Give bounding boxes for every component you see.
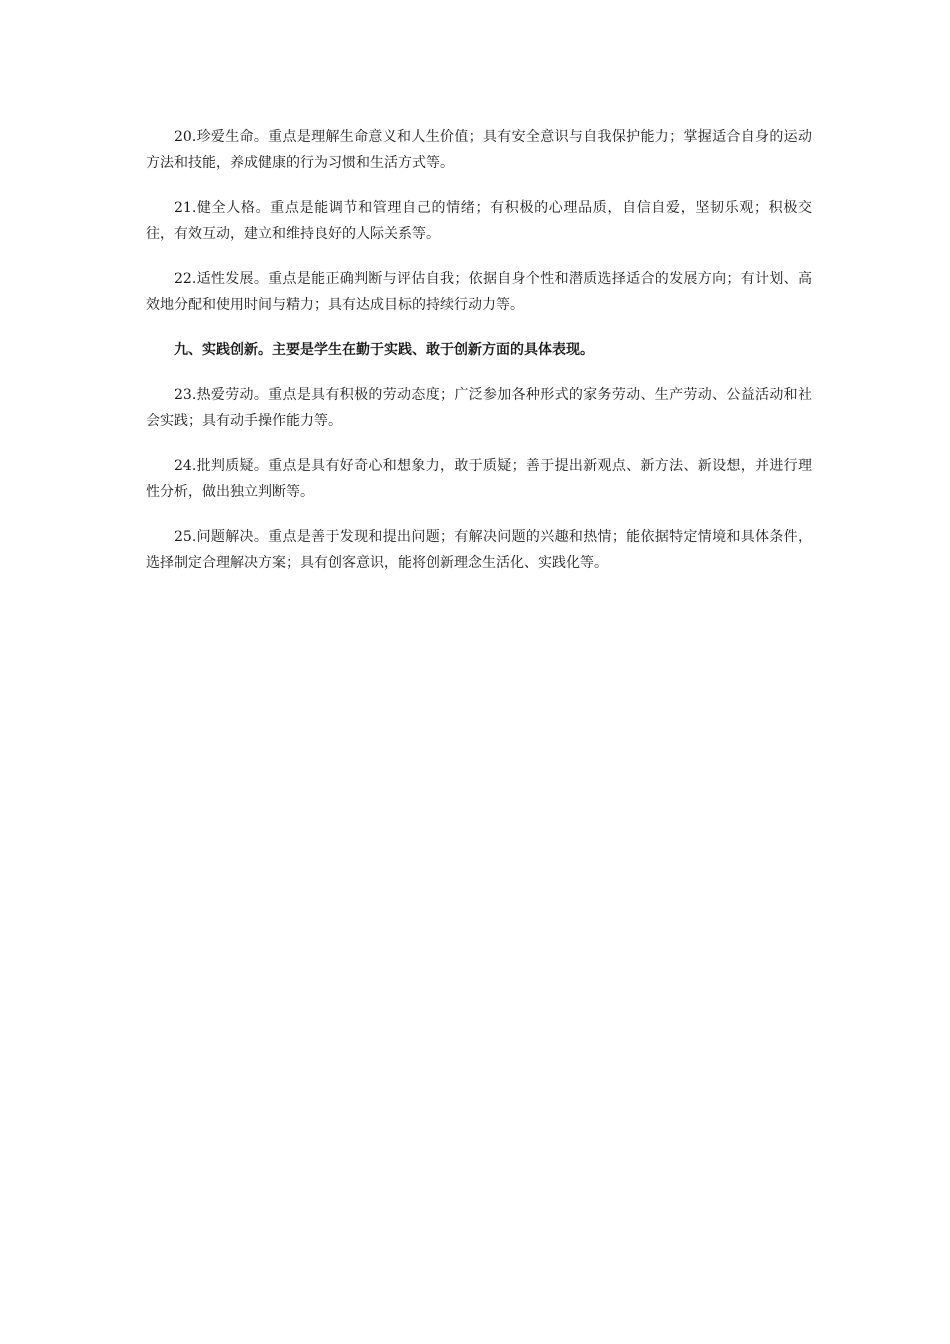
paragraph-24: 24.批判质疑。重点是具有好奇心和想象力，敢于质疑；善于提出新观点、新方法、新设想，并进行理性分析，做出独立判断等。 [146,458,812,500]
paragraph-20: 20.珍爱生命。重点是理解生命意义和人生价值；具有安全意识与自我保护能力；掌握适合自身的运动方法和技能，养成健康的行为习惯和生活方式等。 [146,129,812,171]
paragraph-21: 21.健全人格。重点是能调节和管理自己的情绪；有积极的心理品质，自信自爱，坚韧乐观；积极交往，有效互动，建立和维持良好的人际关系等。 [146,200,812,242]
paragraph-22: 22.适性发展。重点是能正确判断与评估自我；依据自身个性和潜质选择适合的发展方向；有计划、高效地分配和使用时间与精力；具有达成目标的持续行动力等。 [146,271,812,313]
section-heading: 九、实践创新。主要是学生在勤于实践、敢于创新方面的具体表现。 [174,342,594,358]
document-body [146,124,812,595]
paragraph-25: 25.问题解决。重点是善于发现和提出问题；有解决问题的兴趣和热情；能依据特定情境和具体条件，选择制定合理解决方案；具有创客意识，能将创新理念生活化、实践化等。 [146,529,812,571]
paragraph-23: 23.热爱劳动。重点是具有积极的劳动态度；广泛参加各种形式的家务劳动、生产劳动、公益活动和社会实践；具有动手操作能力等。 [146,387,812,429]
